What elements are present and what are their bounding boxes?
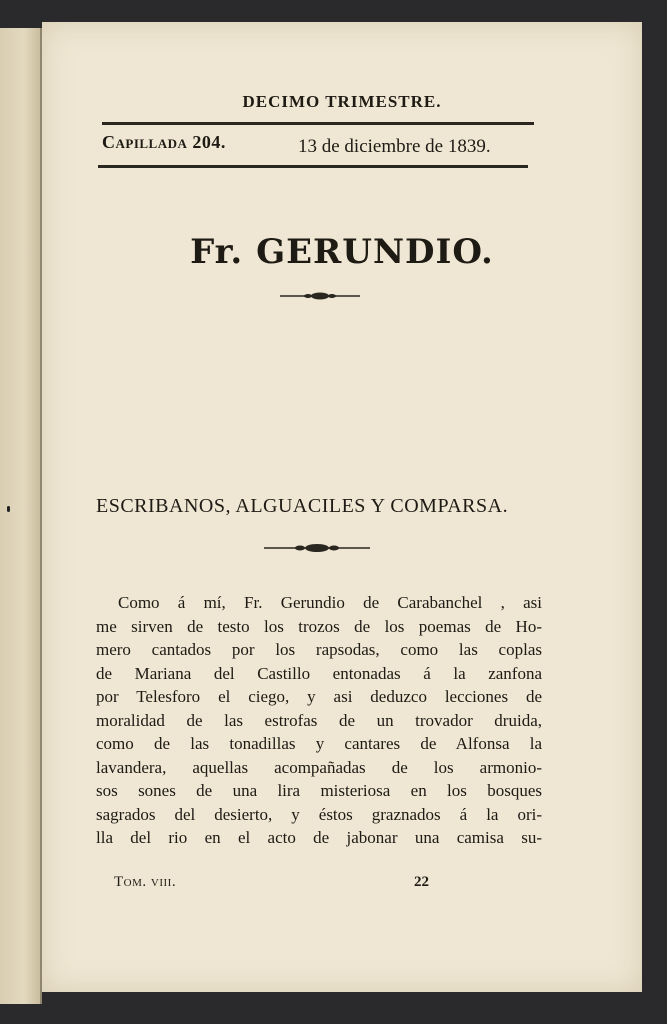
page-content — [42, 22, 642, 992]
book-page — [42, 22, 642, 992]
body-line: mero cantados por los rapsodas, como las coplas — [96, 640, 542, 659]
series-heading: DECIMO TRIMESTRE. — [242, 92, 442, 111]
body-line: lavandera, aquellas acompañadas de los armonio- — [96, 757, 542, 777]
body-line: sagrados del desierto, y éstos graznados á la ori- — [96, 804, 542, 824]
volume-label: Tom. viii. — [114, 874, 177, 890]
capillada-number: Capillada 204. — [102, 132, 226, 152]
header-rule-top — [102, 122, 534, 125]
issue-line — [102, 130, 542, 158]
body-line: sos sones de una lira misteriosa en los bosques — [96, 781, 542, 800]
body-line: de Mariana del Castillo entonadas á la zanfona — [96, 663, 542, 683]
printer-ornament-icon — [280, 290, 360, 302]
body-line: como de las tonadillas y cantares de Alfonsa la — [96, 734, 542, 753]
body-line: lla del rio en el acto de jabonar una camisa su- — [96, 828, 542, 847]
body-line: por Telesforo el ciego, y asi deduzco lecciones de — [96, 687, 542, 706]
issue-date: 13 de diciembre de 1839. — [298, 136, 491, 157]
page-title: Fr. GERUNDIO. — [190, 232, 494, 272]
body-line: me sirven de testo los trozos de los poemas de Ho- — [96, 616, 542, 636]
article-heading: ESCRIBANOS, ALGUACILES Y COMPARSA. — [96, 495, 509, 517]
ink-speck — [7, 506, 10, 512]
body-line: moralidad de las estrofas de un trovador druida, — [96, 710, 542, 730]
body-line: Como á mí, Fr. Gerundio de Carabanchel , asi — [118, 593, 542, 612]
printer-ornament-icon — [264, 542, 370, 554]
left-page-edge — [0, 28, 42, 1004]
page-footer — [114, 874, 454, 898]
header-rule-bottom — [98, 165, 528, 168]
signature-mark: 22 — [414, 874, 429, 890]
article-body — [96, 591, 542, 850]
